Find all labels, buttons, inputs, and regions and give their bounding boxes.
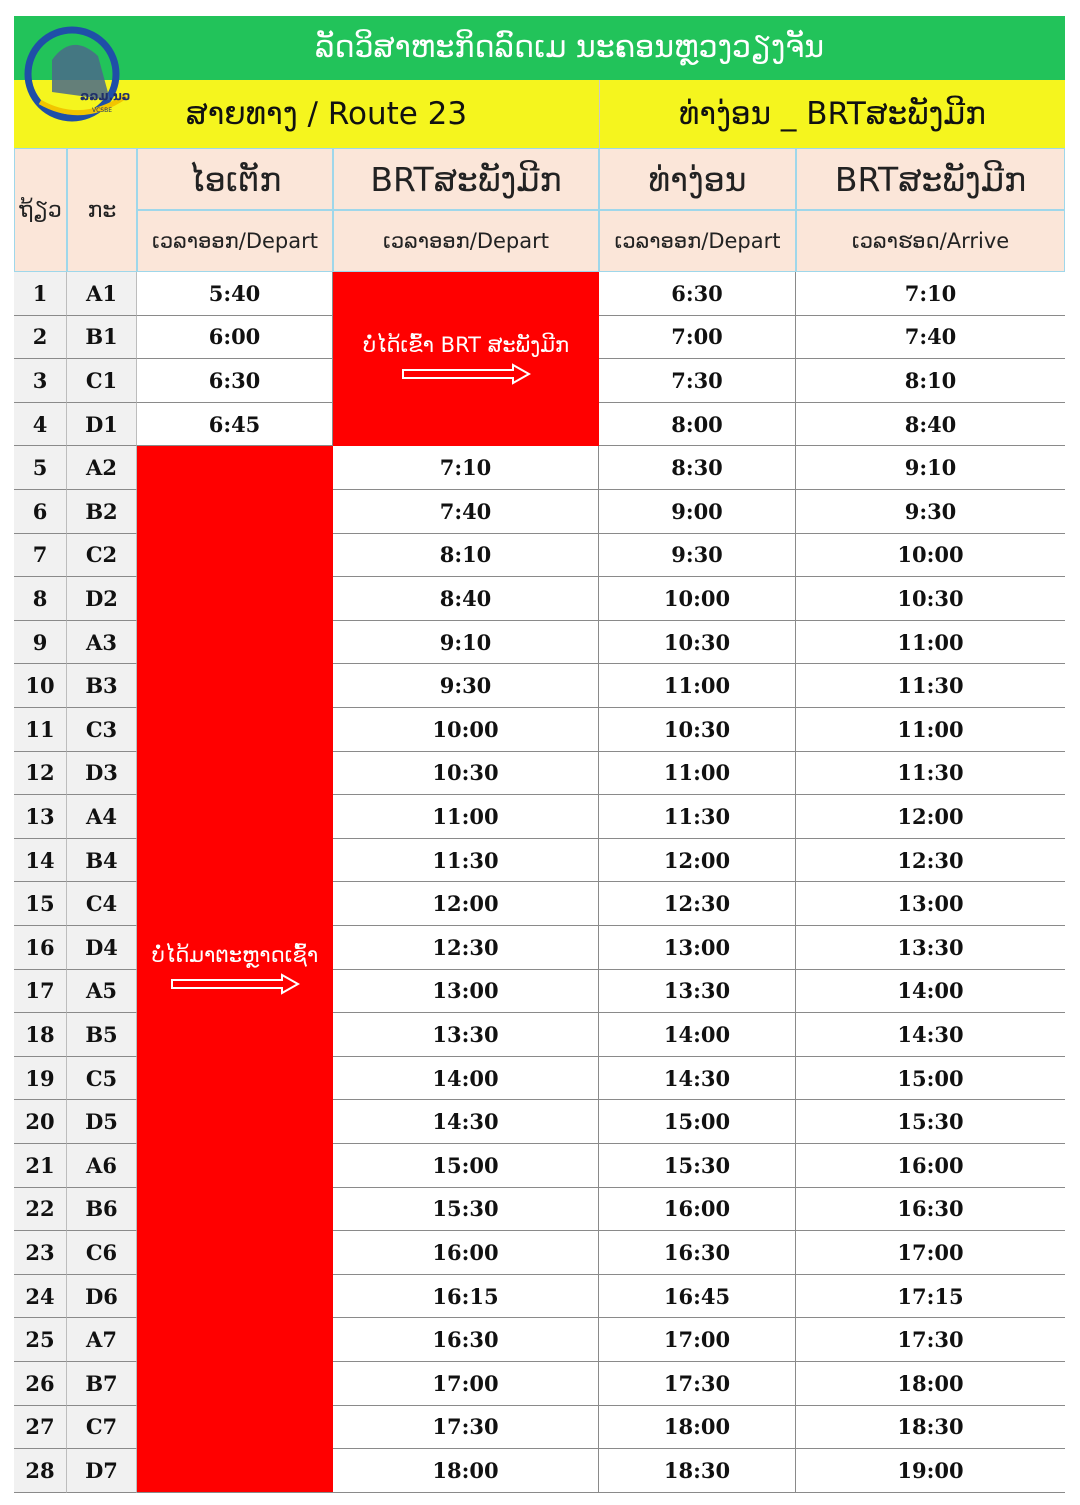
brt-depart-cell: 16:15: [333, 1275, 599, 1319]
ai-tec-depart-cell: 6:30: [137, 359, 333, 403]
brt-arrive-cell: 8:10: [796, 359, 1065, 403]
trip-number-cell: 26: [14, 1362, 67, 1406]
tha-ngon-depart-cell: 16:00: [599, 1188, 796, 1232]
header-shift: ກະ: [67, 148, 137, 272]
trip-number-cell: 16: [14, 926, 67, 970]
shift-cell: A3: [67, 621, 137, 665]
brt-depart-cell: 17:00: [333, 1362, 599, 1406]
trip-number-cell: 23: [14, 1231, 67, 1275]
tha-ngon-depart-cell: 8:30: [599, 446, 796, 490]
shift-cell: B5: [67, 1013, 137, 1057]
tha-ngon-depart-cell: 11:30: [599, 795, 796, 839]
shift-cell: A6: [67, 1144, 137, 1188]
shift-cell: A7: [67, 1318, 137, 1362]
shift-cell: A5: [67, 970, 137, 1014]
trip-number-cell: 2: [14, 316, 67, 360]
tha-ngon-depart-cell: 14:30: [599, 1057, 796, 1101]
brt-arrive-cell: 11:30: [796, 664, 1065, 708]
shift-cell: B3: [67, 664, 137, 708]
shift-cell: D7: [67, 1449, 137, 1493]
shift-cell: B6: [67, 1188, 137, 1232]
brt-arrive-cell: 7:10: [796, 272, 1065, 316]
timetable: [14, 16, 1065, 1492]
tha-ngon-depart-cell: 16:45: [599, 1275, 796, 1319]
tha-ngon-depart-cell: 14:00: [599, 1013, 796, 1057]
shift-cell: A4: [67, 795, 137, 839]
brt-depart-cell: 12:00: [333, 882, 599, 926]
trip-number-cell: 22: [14, 1188, 67, 1232]
trip-number-cell: 28: [14, 1449, 67, 1493]
trip-number-cell: 25: [14, 1318, 67, 1362]
brt-depart-cell: 7:10: [333, 446, 599, 490]
tha-ngon-depart-cell: 9:30: [599, 534, 796, 578]
header-ai-tec: ໄອເຕັກ: [137, 148, 333, 210]
brt-depart-cell: 14:00: [333, 1057, 599, 1101]
tha-ngon-depart-cell: 13:30: [599, 970, 796, 1014]
brt-depart-cell: 17:30: [333, 1406, 599, 1450]
no-market-block: [137, 446, 333, 1492]
trip-number-cell: 10: [14, 664, 67, 708]
brt-depart-cell: 15:30: [333, 1188, 599, 1232]
trip-number-cell: 21: [14, 1144, 67, 1188]
shift-cell: D3: [67, 752, 137, 796]
tha-ngon-depart-cell: 7:30: [599, 359, 796, 403]
brt-depart-cell: 9:30: [333, 664, 599, 708]
tha-ngon-depart-cell: 12:30: [599, 882, 796, 926]
trip-number-cell: 27: [14, 1406, 67, 1450]
tha-ngon-depart-cell: 18:00: [599, 1406, 796, 1450]
header-brt-depart: ເວລາອອກ/Depart: [333, 210, 599, 272]
right-arrow-icon: [401, 363, 531, 385]
tha-ngon-depart-cell: 13:00: [599, 926, 796, 970]
brt-depart-cell: 16:00: [333, 1231, 599, 1275]
brt-arrive-cell: 11:00: [796, 708, 1065, 752]
trip-number-cell: 18: [14, 1013, 67, 1057]
brt-arrive-cell: 13:00: [796, 882, 1065, 926]
header-brt-depart-stop: BRTສະພັງມີກ: [333, 148, 599, 210]
trip-number-cell: 8: [14, 577, 67, 621]
brt-arrive-cell: 14:00: [796, 970, 1065, 1014]
brt-arrive-cell: 16:30: [796, 1188, 1065, 1232]
shift-cell: C6: [67, 1231, 137, 1275]
brt-arrive-cell: 18:30: [796, 1406, 1065, 1450]
shift-cell: B2: [67, 490, 137, 534]
trip-number-cell: 19: [14, 1057, 67, 1101]
trip-number-cell: 1: [14, 272, 67, 316]
trip-number-cell: 17: [14, 970, 67, 1014]
brt-depart-cell: 9:10: [333, 621, 599, 665]
tha-ngon-depart-cell: 17:00: [599, 1318, 796, 1362]
ai-tec-depart-cell: 6:45: [137, 403, 333, 447]
shift-cell: B1: [67, 316, 137, 360]
trip-number-cell: 11: [14, 708, 67, 752]
no-brt-block: [333, 272, 599, 446]
trip-number-cell: 14: [14, 839, 67, 883]
tha-ngon-depart-cell: 17:30: [599, 1362, 796, 1406]
header-brt-arrive-stop: BRTສະພັງມີກ: [796, 148, 1065, 210]
brt-arrive-cell: 7:40: [796, 316, 1065, 360]
no-brt-note: ບໍ່ໄດ້ເຂົ້າ BRT ສະພັງມີກ: [362, 333, 570, 357]
tha-ngon-depart-cell: 18:30: [599, 1449, 796, 1493]
brt-arrive-cell: 8:40: [796, 403, 1065, 447]
brt-arrive-cell: 10:30: [796, 577, 1065, 621]
trip-number-cell: 3: [14, 359, 67, 403]
brt-depart-cell: 12:30: [333, 926, 599, 970]
ai-tec-depart-cell: 5:40: [137, 272, 333, 316]
trip-number-cell: 4: [14, 403, 67, 447]
trip-number-cell: 20: [14, 1100, 67, 1144]
brt-arrive-cell: 16:00: [796, 1144, 1065, 1188]
brt-arrive-cell: 9:10: [796, 446, 1065, 490]
page-title: ລັດວິສາຫະກິດລົດເມ ນະຄອນຫຼວງວຽງຈັນ: [14, 16, 1065, 80]
shift-cell: D4: [67, 926, 137, 970]
tha-ngon-depart-cell: 8:00: [599, 403, 796, 447]
shift-cell: A1: [67, 272, 137, 316]
brt-arrive-cell: 12:00: [796, 795, 1065, 839]
header-tha-ngon: ທ່າງ່ອນ: [599, 148, 796, 210]
brt-arrive-cell: 17:15: [796, 1275, 1065, 1319]
tha-ngon-depart-cell: 9:00: [599, 490, 796, 534]
brt-arrive-cell: 17:30: [796, 1318, 1065, 1362]
tha-ngon-depart-cell: 6:30: [599, 272, 796, 316]
logo-subtext: VCSBE: [92, 107, 113, 114]
shift-cell: B7: [67, 1362, 137, 1406]
brt-depart-cell: 13:30: [333, 1013, 599, 1057]
shift-cell: C2: [67, 534, 137, 578]
brt-depart-cell: 7:40: [333, 490, 599, 534]
brt-arrive-cell: 15:00: [796, 1057, 1065, 1101]
trip-number-cell: 5: [14, 446, 67, 490]
shift-cell: C4: [67, 882, 137, 926]
company-logo-icon: [22, 22, 134, 130]
brt-arrive-cell: 10:00: [796, 534, 1065, 578]
brt-arrive-cell: 12:30: [796, 839, 1065, 883]
brt-arrive-cell: 9:30: [796, 490, 1065, 534]
header-arrive: ເວລາຮອດ/Arrive: [796, 210, 1065, 272]
brt-depart-cell: 14:30: [333, 1100, 599, 1144]
brt-depart-cell: 18:00: [333, 1449, 599, 1493]
brt-depart-cell: 10:30: [333, 752, 599, 796]
tha-ngon-depart-cell: 10:30: [599, 621, 796, 665]
trip-number-cell: 15: [14, 882, 67, 926]
tha-ngon-depart-cell: 11:00: [599, 752, 796, 796]
shift-cell: D5: [67, 1100, 137, 1144]
brt-depart-cell: 8:40: [333, 577, 599, 621]
trip-number-cell: 9: [14, 621, 67, 665]
shift-cell: A2: [67, 446, 137, 490]
brt-arrive-cell: 17:00: [796, 1231, 1065, 1275]
route-label: ສາຍທາງ / Route 23: [14, 80, 599, 148]
brt-depart-cell: 13:00: [333, 970, 599, 1014]
brt-depart-cell: 16:30: [333, 1318, 599, 1362]
right-arrow-icon: [170, 973, 300, 995]
shift-cell: C1: [67, 359, 137, 403]
tha-ngon-depart-cell: 7:00: [599, 316, 796, 360]
trip-number-cell: 6: [14, 490, 67, 534]
tha-ngon-depart-cell: 10:00: [599, 577, 796, 621]
brt-depart-cell: 15:00: [333, 1144, 599, 1188]
header-ai-depart: ເວລາອອກ/Depart: [137, 210, 333, 272]
brt-arrive-cell: 13:30: [796, 926, 1065, 970]
brt-arrive-cell: 15:30: [796, 1100, 1065, 1144]
brt-depart-cell: 11:30: [333, 839, 599, 883]
no-market-note: ບໍ່ໄດ້ມາຕະຫຼາດເຊົ້າ: [151, 943, 319, 967]
tha-ngon-depart-cell: 12:00: [599, 839, 796, 883]
shift-cell: D1: [67, 403, 137, 447]
trip-number-cell: 7: [14, 534, 67, 578]
brt-arrive-cell: 14:30: [796, 1013, 1065, 1057]
shift-cell: C5: [67, 1057, 137, 1101]
tha-ngon-depart-cell: 16:30: [599, 1231, 796, 1275]
brt-arrive-cell: 11:30: [796, 752, 1065, 796]
brt-depart-cell: 11:00: [333, 795, 599, 839]
header-tha-depart: ເວລາອອກ/Depart: [599, 210, 796, 272]
trip-number-cell: 13: [14, 795, 67, 839]
brt-depart-cell: 8:10: [333, 534, 599, 578]
logo-text: ລລມ.ນວ: [80, 89, 131, 103]
ai-tec-depart-cell: 6:00: [137, 316, 333, 360]
shift-cell: D6: [67, 1275, 137, 1319]
shift-cell: B4: [67, 839, 137, 883]
tha-ngon-depart-cell: 15:30: [599, 1144, 796, 1188]
tha-ngon-depart-cell: 15:00: [599, 1100, 796, 1144]
tha-ngon-depart-cell: 11:00: [599, 664, 796, 708]
brt-arrive-cell: 19:00: [796, 1449, 1065, 1493]
route-name: ທ່າງ່ອນ _ BRTສະພັງມີກ: [599, 80, 1065, 148]
shift-cell: C7: [67, 1406, 137, 1450]
tha-ngon-depart-cell: 10:30: [599, 708, 796, 752]
trip-number-cell: 12: [14, 752, 67, 796]
brt-arrive-cell: 18:00: [796, 1362, 1065, 1406]
trip-number-cell: 24: [14, 1275, 67, 1319]
brt-depart-cell: 10:00: [333, 708, 599, 752]
shift-cell: D2: [67, 577, 137, 621]
shift-cell: C3: [67, 708, 137, 752]
brt-arrive-cell: 11:00: [796, 621, 1065, 665]
header-trip-no: ຖ້ຽວ: [14, 148, 67, 272]
